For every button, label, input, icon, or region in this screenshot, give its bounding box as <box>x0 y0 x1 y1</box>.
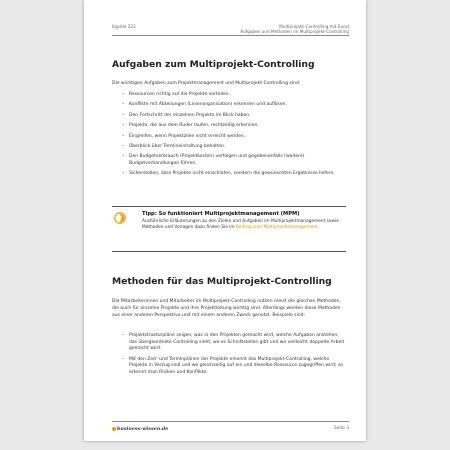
page-header <box>112 21 349 36</box>
header-titles <box>240 24 349 34</box>
chapter-label: Kapitel 222 <box>112 24 136 29</box>
tip-text: Ausführliche Erläuterungen zu den Zielen und Aufgaben im Multiprojektmanagement sowie Methoden und Vorlagen dazu finden Sie im Beitrag zum Multiprojektmanagement. <box>142 219 339 231</box>
section1-bullet-list <box>122 92 346 182</box>
list-item: – Sicherstellen, dass Projekte nicht einschlafen, sondern die gewünschten Ergebnisse liefern. <box>122 171 335 177</box>
dash-bullet-icon: – <box>122 102 125 108</box>
header-title-line2: Aufgaben und Methoden im Multiprojekt-Controlling <box>240 29 349 34</box>
logo-dot-icon <box>112 427 116 431</box>
section1-heading: Aufgaben zum Multiprojekt-Controlling <box>112 59 315 70</box>
list-item: – Ressourcen richtig auf die Projekte verteilen. <box>122 92 231 97</box>
list-item: – Den Fortschritt der einzelnen Projekte im Blick haben. <box>122 112 251 118</box>
dash-bullet-icon: – <box>122 143 125 149</box>
dash-bullet-icon: – <box>122 112 125 118</box>
list-item: – Projekte, die aus dem Ruder laufen, rechtzeitig erkennen. <box>122 123 259 129</box>
dash-bullet-icon: – <box>122 154 125 160</box>
header-title-line1: Multiprojekt-Controlling mit Excel <box>279 24 349 29</box>
dash-bullet-icon: – <box>122 123 125 129</box>
list-item: – Konflikte mit Abteilungen (Linienorganisation) erkennen und auflösen. <box>122 102 287 108</box>
section2-paragraph: Die Mitarbeiterinnen und Mitarbeiter im Multiprojekt-Controlling nutzen meist die gleichen Methoden, die auch für einzelne Projekte und ihre Projektleitung wichtig sind. Allerdings werden diese Methoden aus einer anderen Perspektive und mit einem anderen Zweck genutzt. Beispiele sind: <box>112 299 341 318</box>
document-page <box>84 0 366 441</box>
section2-bullet-list <box>122 333 346 380</box>
list-item: – Den Budgetverbrauch (Projektkosten) verfolgen und gegebenenfalls (weitere) Budgetverhandlungen führen. <box>122 154 305 166</box>
tip-link[interactable]: Beitrag zum Multiprojektmanagement <box>235 225 318 231</box>
dash-bullet-icon: – <box>122 333 125 338</box>
section2-heading: Methoden für das Multiprojekt-Controlling <box>112 276 332 287</box>
list-item: – Überblick über Termineinhaltung behalten. <box>122 143 226 149</box>
dash-bullet-icon: – <box>122 92 125 97</box>
list-item: – Mit den Zeit- und Terminplänen der Projekte erkennt das Multiprojekt-Controlling, welche Projekte in Verzug sind und wo gleichzeitig auf ein und dieselbe Ressource zugegriffen wird; so erkennt man Risiken und Konflikte. <box>122 356 344 375</box>
page-footer <box>112 421 349 432</box>
dash-bullet-icon: – <box>122 133 125 139</box>
list-item: – Eingreifen, wenn Projektziele nicht erreicht werden. <box>122 133 246 139</box>
list-item: – Projektstrukturpläne zeigen, was in den Projekten gemacht wird, welche Aufgaben anstehen; das übergeordnete Controlling sieht, wo es Schnittstellen gibt und wo vielleicht doppelte Arbeit gemacht wird. <box>122 333 345 352</box>
lightbulb-icon <box>114 212 126 224</box>
dash-bullet-icon: – <box>122 171 125 177</box>
tip-title: Tipp: So funktioniert Multiprojektmanagement (MPM) <box>142 211 300 217</box>
brand-logo: business-wissen.de <box>112 426 168 432</box>
section1-intro: Die wichtigen Aufgaben zum Projektmanagement und Multiprojekt-Controlling sind: <box>112 81 301 86</box>
tip-box <box>112 206 346 252</box>
dash-bullet-icon: – <box>122 356 125 362</box>
page-number: Seite 3 <box>334 426 349 431</box>
